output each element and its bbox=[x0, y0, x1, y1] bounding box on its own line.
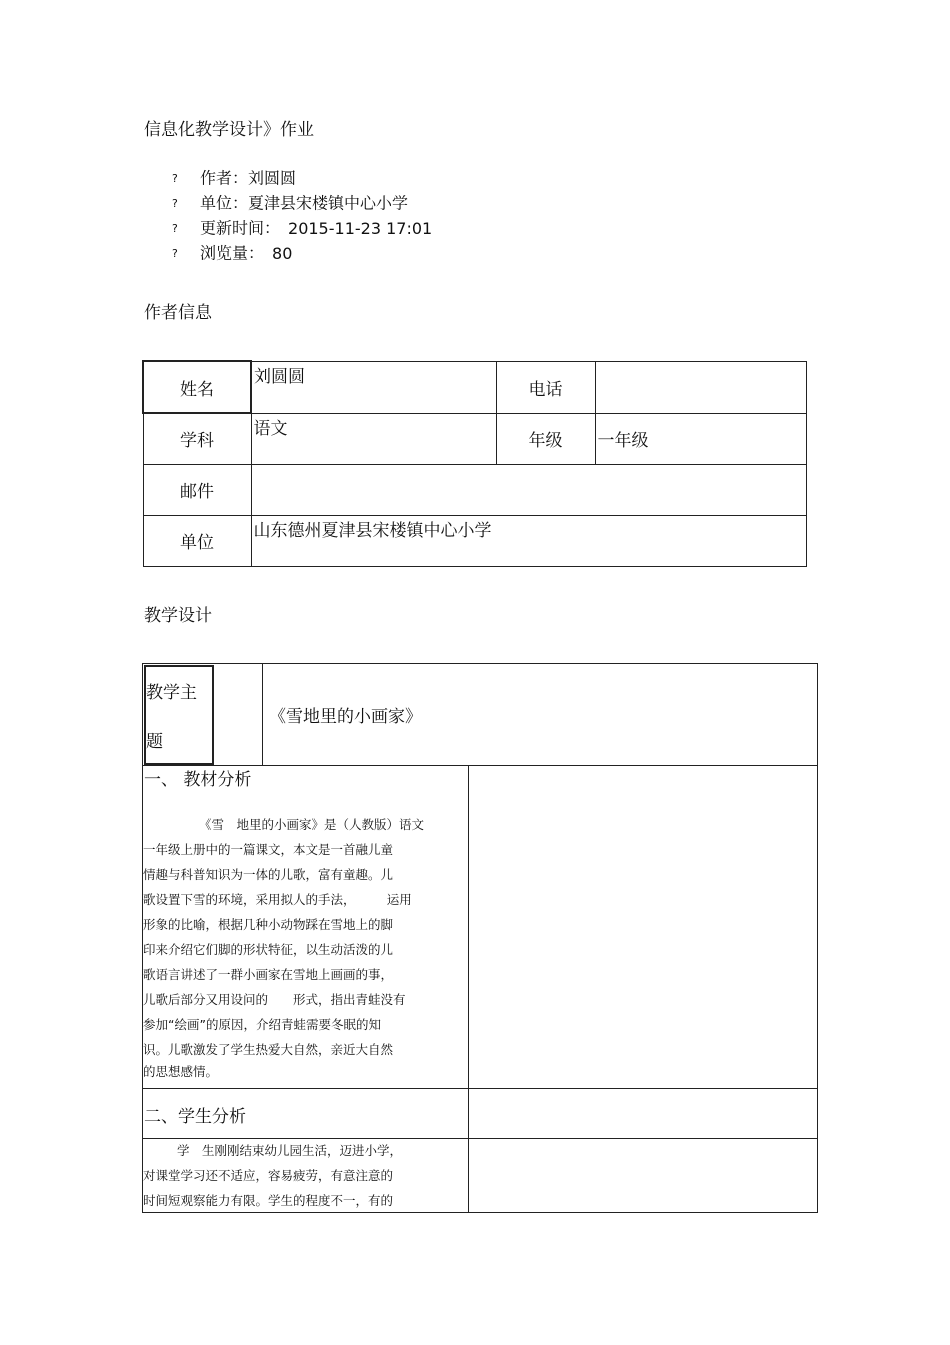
email-label: 邮件 bbox=[143, 464, 251, 515]
meta-value: 夏津县宋楼镇中心小学 bbox=[248, 193, 409, 213]
document-title: 信息化教学设计》作业 bbox=[144, 120, 314, 140]
bullet-icon: ? bbox=[172, 196, 178, 210]
meta-value: 2015-11-23 17:01 bbox=[288, 218, 433, 238]
paragraph-line: 《雪 地里的小画家》是（人教版）语文 bbox=[199, 817, 425, 832]
grade-label: 年级 bbox=[496, 413, 595, 464]
grade-value: 一年级 bbox=[595, 413, 806, 464]
meta-item-views bbox=[172, 243, 432, 268]
meta-label: 浏览量： bbox=[200, 243, 265, 263]
table-row bbox=[143, 464, 806, 515]
table-row bbox=[143, 515, 806, 566]
meta-label: 作者： bbox=[200, 168, 249, 188]
table-row bbox=[143, 413, 806, 464]
meta-list bbox=[172, 168, 432, 268]
teaching-design-table bbox=[142, 663, 818, 1213]
paragraph-line: 的思想感情。 bbox=[143, 1064, 219, 1079]
meta-item-unit bbox=[172, 193, 432, 218]
section2-title: 二、学生分析 bbox=[144, 1107, 246, 1127]
name-label: 姓名 bbox=[143, 361, 251, 413]
table-row bbox=[143, 361, 806, 413]
author-section-heading: 作者信息 bbox=[144, 303, 212, 323]
subject-label: 学科 bbox=[143, 413, 251, 464]
subject-value: 语文 bbox=[251, 413, 496, 464]
paragraph-line: 印来介绍它们脚的形状特征，以生动活泼的儿 bbox=[143, 942, 394, 957]
paragraph-line: 形象的比喻，根据几种小动物踩在雪地上的脚 bbox=[143, 917, 394, 932]
paragraph-line: 时间短观察能力有限。学生的程度不一，有的 bbox=[143, 1193, 394, 1208]
section1-title: 一、 教材分析 bbox=[144, 770, 252, 790]
meta-label: 更新时间： bbox=[200, 218, 281, 238]
divider bbox=[468, 765, 469, 1212]
section1-body bbox=[143, 812, 463, 1082]
bullet-icon: ? bbox=[172, 221, 178, 235]
topic-label-line2: 题 bbox=[146, 732, 163, 752]
meta-value: 刘圆圆 bbox=[248, 168, 297, 188]
paragraph-line: 参加“绘画”的原因，介绍青蛙需要冬眠的知 bbox=[143, 1017, 381, 1032]
unit-label: 单位 bbox=[143, 515, 251, 566]
email-value bbox=[251, 464, 806, 515]
bullet-icon: ? bbox=[172, 171, 178, 185]
design-section-heading: 教学设计 bbox=[144, 606, 212, 626]
author-info-table bbox=[142, 360, 807, 567]
paragraph-line: 情趣与科普知识为一体的儿歌，富有童趣。儿 bbox=[143, 867, 394, 882]
paragraph-line: 识。儿歌激发了学生热爱大自然，亲近大自然 bbox=[143, 1042, 394, 1057]
bullet-icon: ? bbox=[172, 246, 178, 260]
divider bbox=[143, 765, 817, 766]
phone-value bbox=[595, 361, 806, 413]
phone-label: 电话 bbox=[496, 361, 595, 413]
paragraph-line: 歌设置下雪的环境，采用拟人的手法， 运用 bbox=[143, 892, 412, 907]
meta-label: 单位： bbox=[200, 193, 249, 213]
paragraph-line: 对课堂学习还不适应，容易疲劳，有意注意的 bbox=[143, 1168, 394, 1183]
section2-body bbox=[143, 1138, 463, 1213]
meta-item-author bbox=[172, 168, 432, 193]
paragraph-line: 一年级上册中的一篇课文，本文是一首融儿童 bbox=[143, 842, 394, 857]
name-value: 刘圆圆 bbox=[251, 361, 496, 413]
topic-value: 《雪地里的小画家》 bbox=[269, 707, 422, 727]
paragraph-line: 歌语言讲述了一群小画家在雪地上画画的事， bbox=[143, 967, 394, 982]
divider bbox=[143, 1088, 817, 1089]
meta-item-updated bbox=[172, 218, 432, 243]
meta-value: 80 bbox=[272, 243, 293, 263]
divider bbox=[262, 664, 263, 765]
topic-label-line1: 教学主 bbox=[146, 683, 197, 703]
paragraph-line: 儿歌后部分又用设问的 形式，指出青蛙没有 bbox=[143, 992, 406, 1007]
paragraph-line: 学 生刚刚结束幼儿园生活，迈进小学， bbox=[177, 1143, 403, 1158]
unit-value: 山东德州夏津县宋楼镇中心小学 bbox=[251, 515, 806, 566]
